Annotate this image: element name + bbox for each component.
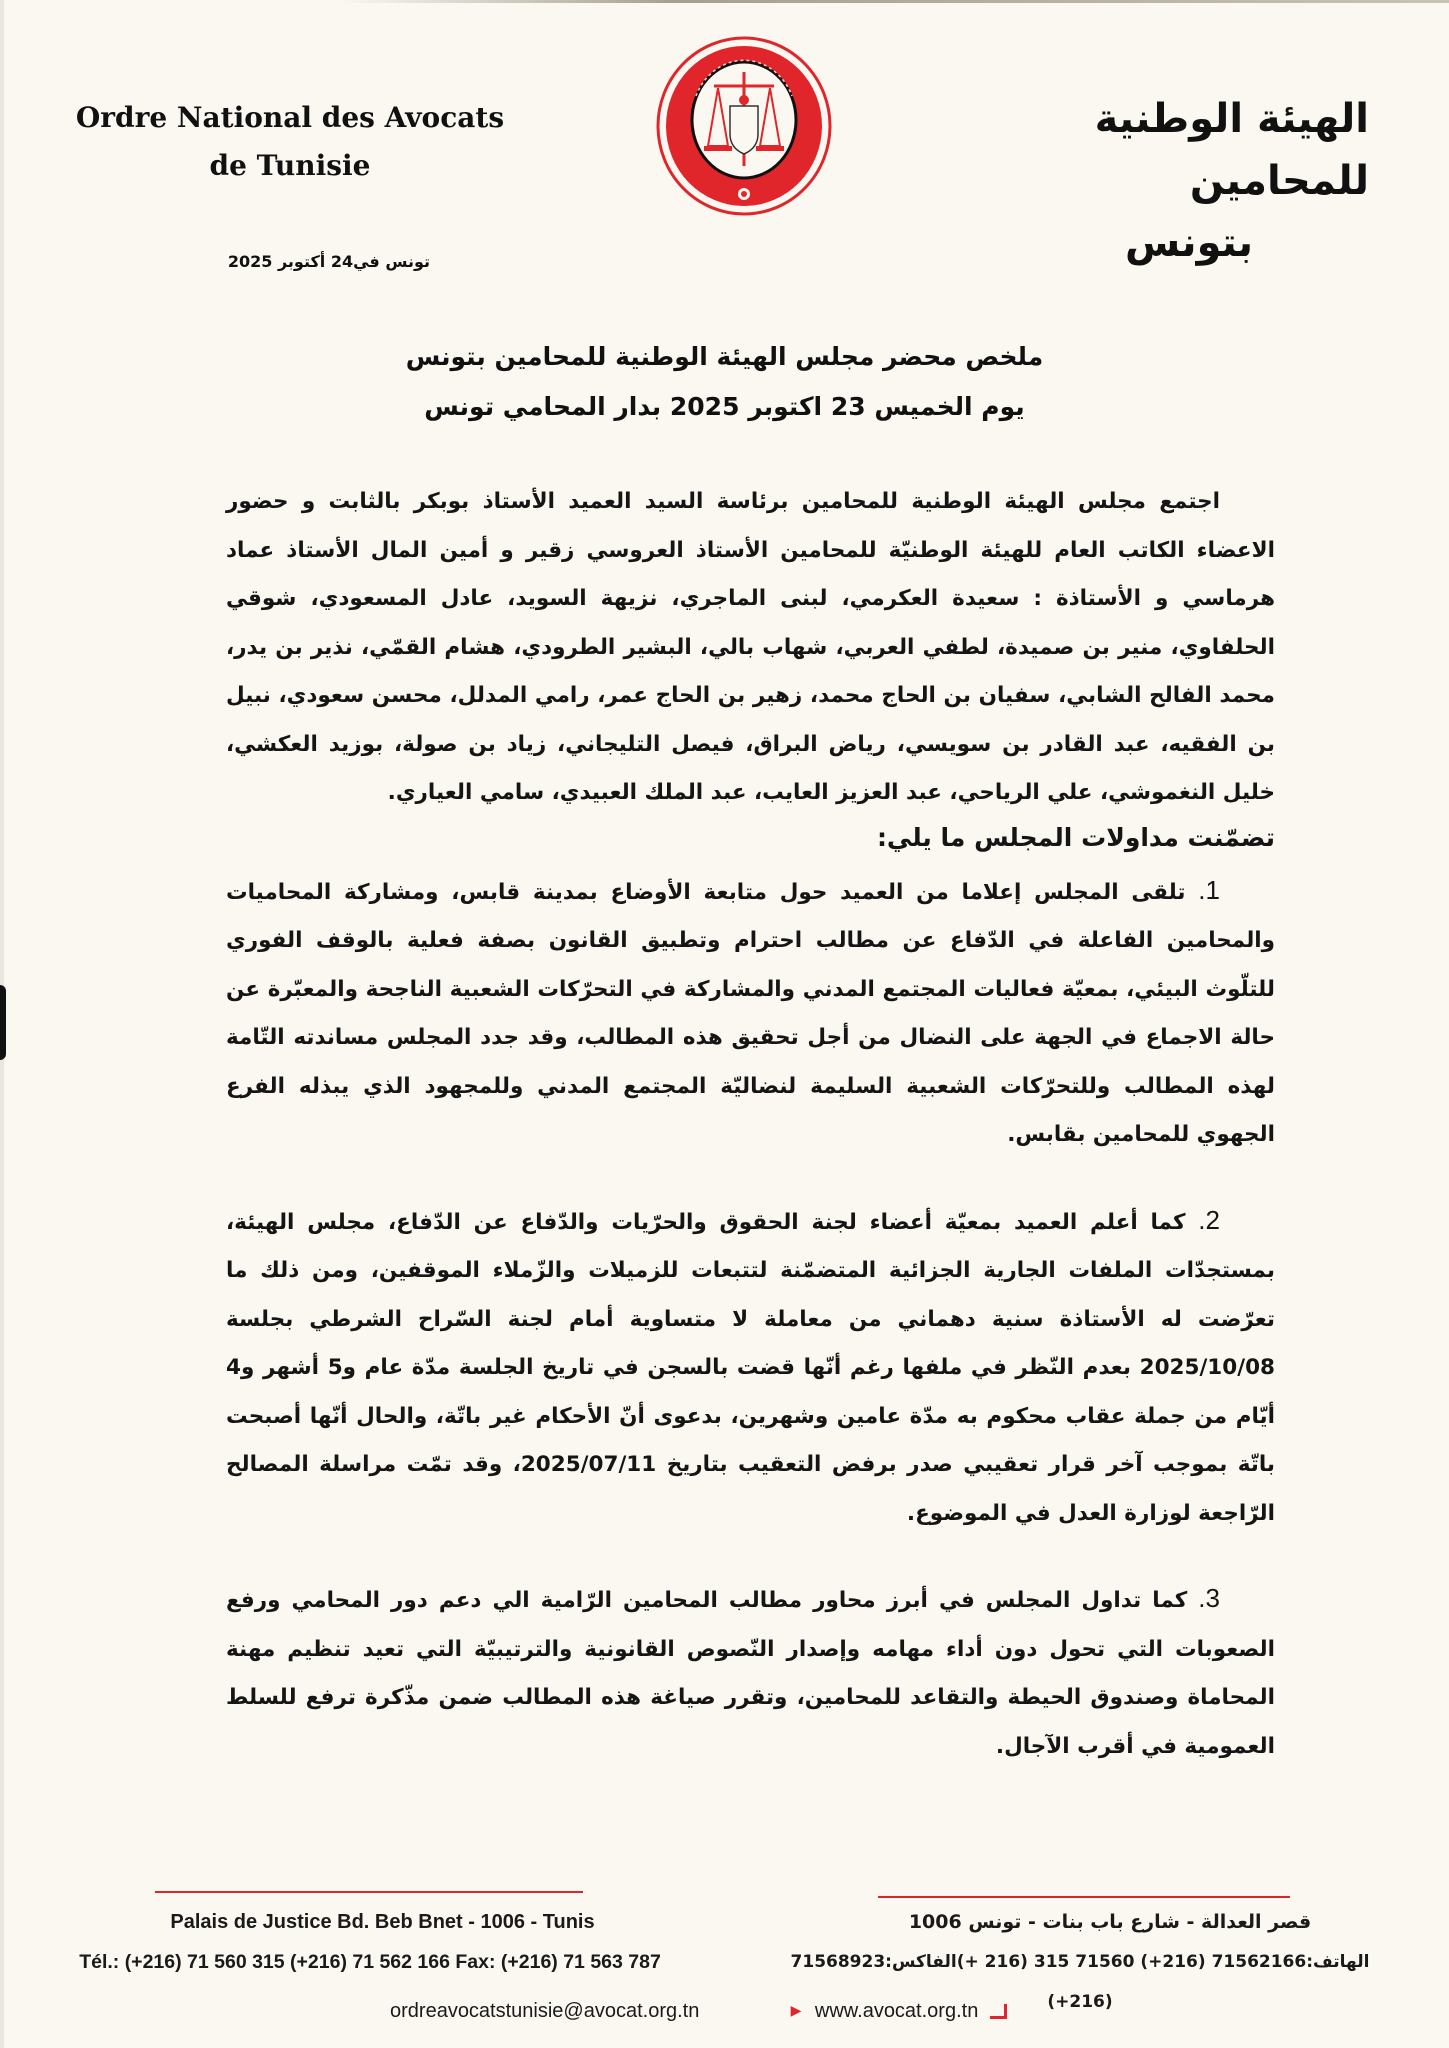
item-text: كما تداول المجلس في أبرز محاور مطالب المحامين الرّامية الي دعم دور المحامي ورفع الصعوبات التي تحول دون أداء مهامه وإصدار النّصوص القانونية والترتيبيّة التي تعيد تنظيم مهنة المحاماة وصندوق الحيطة والتقاعد للمحامين، وتقرر صياغة هذه المطالب ضمن مذّكرة ترفع للسلط العمومية في أقرب الآجال. bbox=[226, 1588, 1275, 1759]
ar-name-line2: بتونس bbox=[1125, 220, 1253, 266]
binder-hole-mark bbox=[0, 985, 6, 1060]
footer-fr-address: Palais de Justice Bd. Beb Bnet - 1006 - Tunis bbox=[170, 1911, 595, 1933]
fr-name-line1: Ordre National des Avocats bbox=[75, 101, 505, 134]
document-title bbox=[300, 332, 1149, 432]
document-body bbox=[226, 478, 1275, 1771]
corner-bracket-icon bbox=[990, 2004, 1007, 2019]
fr-name-line2: de Tunisie bbox=[209, 149, 371, 182]
list-item bbox=[226, 1196, 1275, 1539]
footer-fr-phones: Tél.: (+216) 71 560 315 (+216) 71 562 166 Fax: (+216) 71 563 787 bbox=[79, 1951, 661, 1973]
footer-ar-address: قصر العدالة - شارع باب بنات - تونس 1006 bbox=[908, 1911, 1312, 1933]
footer-email-link[interactable]: ordreavocatstunisie@avocat.org.tn bbox=[390, 2000, 700, 2022]
title-line2: يوم الخميس 23 اكتوبر 2025 بدار المحامي تونس bbox=[424, 392, 1025, 421]
list-item bbox=[226, 866, 1275, 1160]
play-arrow-icon: ▶ bbox=[790, 2002, 802, 2018]
list-item bbox=[226, 1574, 1275, 1771]
item-number: 2. bbox=[1198, 1204, 1220, 1235]
ar-name-line1: الهيئة الوطنية للمحامين bbox=[1094, 96, 1369, 204]
scales-of-justice-seal-icon bbox=[656, 36, 832, 216]
footer-ar-phones: الهاتف:71562166 (216+) 71560 315 (216 +)الفاكس:71568923 (216+) bbox=[790, 1952, 1370, 2012]
title-line1: ملخص محضر مجلس الهيئة الوطنية للمحامين بتونس bbox=[405, 342, 1044, 371]
scan-top-edge bbox=[340, 0, 1449, 3]
item-number: 1. bbox=[1198, 874, 1220, 905]
footer-divider-left bbox=[155, 1891, 583, 1893]
footer-web-contact bbox=[390, 2000, 1390, 2023]
footer-website-link[interactable]: www.avocat.org.tn bbox=[814, 2000, 979, 2022]
footer-french-contact bbox=[40, 1902, 700, 1982]
item-text: تلقى المجلس إعلاما من العميد حول متابعة الأوضاع بمدينة قابس، ومشاركة المحاميات والمحامين الفاعلة في الدّفاع عن مطالب احترام وتطبيق القانون بصفة فعلية بالوقف الفوري للتلّوث البيئي، بمعيّة فعاليات المجتمع المدني والمشاركة في التحرّكات الشعبية الناجحة والمعبّرة عن حالة الاجماع في الجهة على النضال من أجل تحقيق هذه المطالب، وقد جدد المجلس مساندته التّامة لهذه المطالب وللتحرّكات الشعبية السليمة لنضاليّة المجتمع المدني وللمجهود الذي يبذله الفرع الجهوي للمحامين بقابس. bbox=[226, 879, 1275, 1147]
intro-paragraph: اجتمع مجلس الهيئة الوطنية للمحامين برئاسة السيد العميد الأستاذ بوبكر بالثابت و حضور الاعضاء الكاتب العام للهيئة الوطنيّة للمحامين الأستاذ العروسي زقير و أمين المال الأستاذ عماد هرماسي و الأستاذة : سعيدة العكرمي، لبنى الماجري، نزيهة السويد، عادل المسعودي، شوقي الحلفاوي، منير بن صميدة، لطفي العربي، شهاب بالي، البشير الطرودي، هشام القمّي، نذير بن يدر، محمد الفالح الشابي، سفيان بن الحاج محمد، زهير بن الحاج عمر، رامي المدلل، محسن سعودي، نبيل بن الفقيه، عبد القادر بن سويسي، رياض البراق، فيصل التليجاني، زياد بن صولة، بوزيد العكشي، خليل النغموشي، علي الرياحي، عبد العزيز العايب، عبد الملك العبيدي، سامي العياري. bbox=[226, 489, 1275, 805]
letterhead-french-name bbox=[70, 94, 510, 190]
footer-divider-right bbox=[878, 1896, 1290, 1898]
section-heading: تضمّنت مداولات المجلس ما يلي: bbox=[876, 822, 1275, 852]
item-number: 3. bbox=[1198, 1583, 1220, 1613]
item-text: كما أعلم العميد بمعيّة أعضاء لجنة الحقوق والحرّيات والدّفاع عن الدّفاع، مجلس الهيئة، بمستجدّات الملفات الجارية الجزائية المتضمّنة لتتبعات للزميلات والزّملاء الموقفين، ومن ذلك ما تعرّضت له الأستاذة سنية دهماني من معاملة لا متساوية أمام لجنة السّراح الشرطي بجلسة 2025/10/08 بعدم النّظر في ملفها رغم أنّها قضت بالسجن في تاريخ الجلسة مدّة عام و5 أشهر و4 أيّام من جملة عقاب محكوم به مدّة عامين وشهرين، بدعوى أنّ الأحكام غير باتّة، والحال أنّها أصبحت باتّة بموجب آخر قرار تعقيبي صدر برفض التعقيب بتاريخ 2025/07/11، وقد تمّت مراسلة المصالح الرّاجعة لوزارة العدل في الموضوع. bbox=[226, 1209, 1275, 1526]
letterhead-arabic-name bbox=[939, 88, 1379, 274]
document-date: تونس في24 أكتوبر 2025 bbox=[227, 252, 430, 271]
